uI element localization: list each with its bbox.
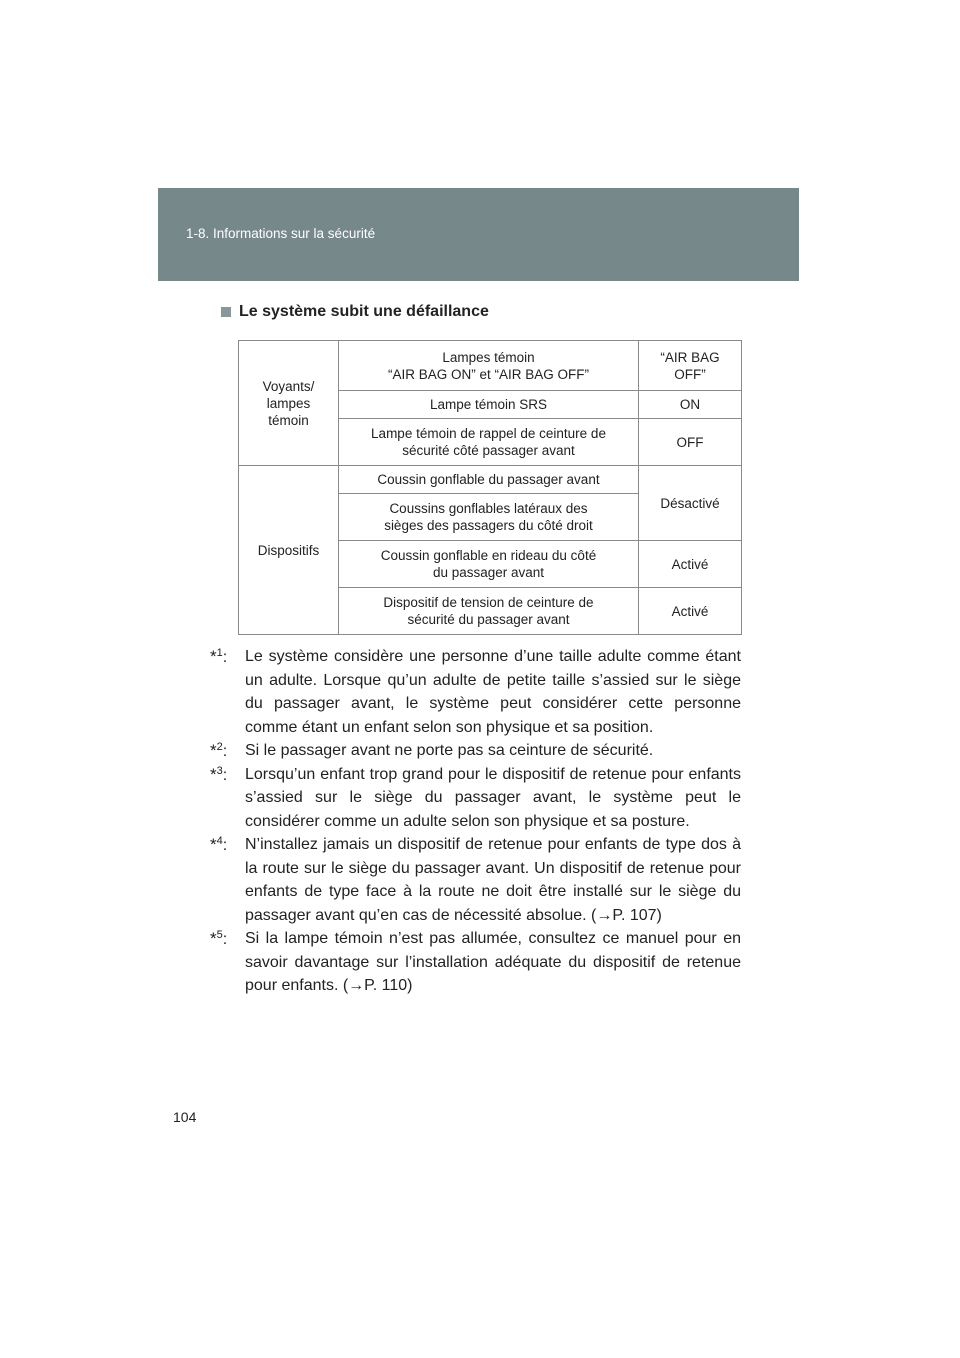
asterisk-icon: * — [210, 929, 217, 948]
table-cell-status: Activé — [639, 541, 742, 588]
footnote-marker: *$^1$: — [210, 647, 228, 666]
table-cell-status: “AIR BAG OFF” — [639, 341, 742, 391]
table-cell-status: Désactivé — [639, 466, 742, 541]
table-cell-item: Coussin gonflable du passager avant — [339, 466, 639, 494]
asterisk-icon: * — [210, 835, 217, 854]
footnote — [210, 739, 741, 763]
footnote-text: Si le passager avant ne porte pas sa ceinture de sécurité. — [245, 742, 654, 759]
table-cell-item: Lampe témoin SRS — [339, 391, 639, 419]
footnote-marker: *$^2$: — [210, 741, 228, 760]
table-cell-item: Lampe témoin de rappel de ceinture de sécurité côté passager avant — [339, 419, 639, 466]
table-row — [239, 341, 742, 391]
footnote — [210, 645, 741, 739]
heading-text: Le système subit une défaillance — [239, 303, 489, 320]
table-row — [239, 466, 742, 494]
footnotes — [210, 645, 741, 998]
table-cell-status: Activé — [639, 588, 742, 635]
footnote — [210, 833, 741, 927]
table-cell-item: Coussin gonflable en rideau du côté du passager avant — [339, 541, 639, 588]
asterisk-icon: * — [210, 764, 217, 784]
table-cell-item: Lampes témoin “AIR BAG ON” et “AIR BAG OFF” — [339, 341, 639, 391]
table-cell-item: Dispositif de tension de ceinture de sécurité du passager avant — [339, 588, 639, 635]
group-label-indicators: Voyants/ lampes témoin — [239, 341, 339, 466]
footnote-marker: *$^4$: — [210, 835, 228, 854]
section-header — [158, 188, 799, 281]
square-bullet-icon — [221, 307, 231, 317]
footnote — [210, 927, 741, 998]
table-cell-status: OFF — [639, 419, 742, 466]
section-heading — [221, 303, 489, 321]
asterisk-icon: * — [210, 647, 217, 666]
table-cell-status: ON — [639, 391, 742, 419]
footnote-marker: *$^5$: — [210, 929, 228, 948]
section-title: 1-8. Informations sur la sécurité — [186, 226, 376, 241]
footnote-text: Si la lampe témoin n’est pas allumée, consultez ce manuel pour en savoir davantage sur l’installation adéquate du dispositif de retenue pour enfants. (→P. 110) — [245, 930, 741, 994]
group-label-devices: Dispositifs — [239, 466, 339, 635]
footnote-text: Lorsqu’un enfant trop grand pour le dispositif de retenue pour enfants s’assied sur le siège du passager avant, le système peut le considérer comme un adulte selon son physique et sa posture. — [245, 765, 741, 830]
page-number: 104 — [173, 1109, 197, 1125]
asterisk-icon: * — [210, 741, 217, 760]
footnote — [210, 763, 741, 834]
footnote-text: N’installez jamais un dispositif de retenue pour enfants de type dos à la route sur le siège du passager avant. Un dispositif de retenue pour enfants de type face à la route ne doit être installé sur le siège du passager avant qu’en cas de nécessité absolue. (→P. 107) — [245, 836, 741, 924]
footnote-text: Le système considère une personne d’une taille adulte comme étant un adulte. Lorsque qu’un adulte de petite taille s’assied sur le siège du passager avant, le système peut considérer cette personne comme étant un enfant selon son physique et sa position. — [245, 648, 741, 736]
status-table — [238, 340, 742, 635]
footnote-marker: *$^3$: — [210, 764, 228, 784]
table-cell-item: Coussins gonflables latéraux des sièges des passagers du côté droit — [339, 494, 639, 541]
